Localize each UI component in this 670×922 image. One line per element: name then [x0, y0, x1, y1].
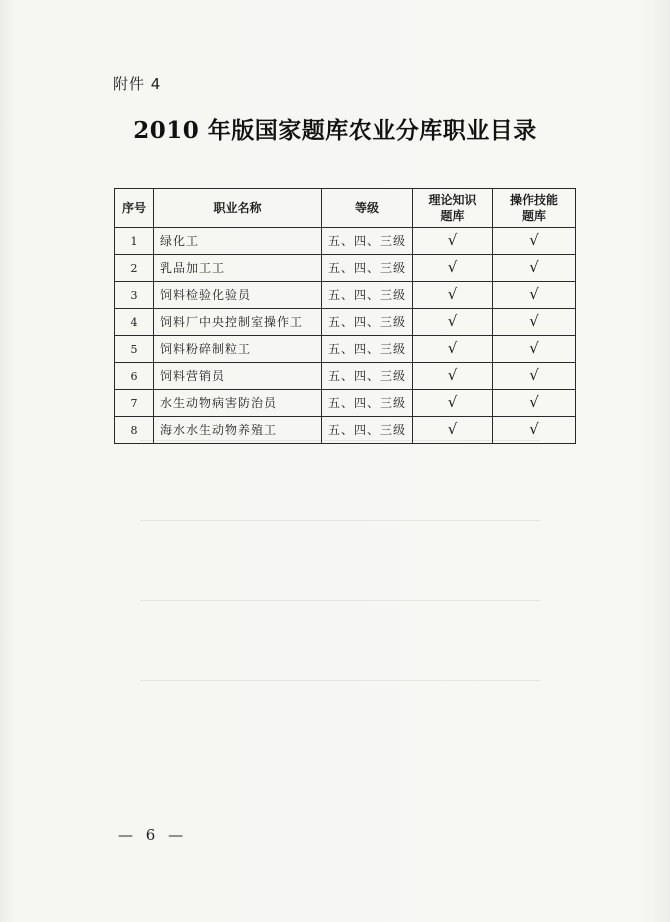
occupation-name-text: 乳品加工工	[160, 260, 226, 275]
show-through-line	[140, 600, 540, 601]
row-theory-check	[413, 390, 493, 417]
header-level	[322, 189, 413, 228]
occupation-name-text: 饲料营销员	[160, 368, 226, 383]
table-row	[115, 309, 576, 336]
row-occupation-name	[154, 282, 322, 309]
row-practice-check	[493, 309, 576, 336]
check-mark-icon: √	[529, 231, 539, 249]
check-mark-icon: √	[529, 285, 539, 303]
check-mark-icon: √	[447, 231, 458, 249]
table-header-row	[115, 189, 576, 228]
row-level: 五、四、三级	[322, 282, 413, 309]
table-row	[115, 282, 576, 309]
row-practice-check	[493, 390, 576, 417]
check-mark-icon: √	[447, 393, 458, 411]
check-mark-icon: √	[447, 420, 458, 438]
row-level: 五、四、三级	[322, 336, 413, 363]
check-mark-icon: √	[529, 339, 539, 357]
header-label: 职业名称	[213, 201, 262, 215]
table-row	[115, 336, 576, 363]
occupation-name-text: 饲料检验化验员	[160, 287, 252, 302]
row-occupation-name	[154, 417, 322, 444]
row-occupation-name	[154, 363, 322, 390]
header-label: 等级	[354, 201, 379, 215]
occupation-name-text: 饲料粉碎制粒工	[160, 341, 252, 356]
header-theory-bank	[413, 189, 493, 228]
row-level: 五、四、三级	[322, 228, 413, 255]
row-serial-number: 6	[115, 363, 154, 390]
row-serial-number: 5	[115, 336, 154, 363]
row-level: 五、四、三级	[322, 417, 413, 444]
check-mark-icon: √	[447, 366, 458, 384]
row-practice-check	[493, 417, 576, 444]
check-mark-icon: √	[529, 420, 539, 438]
check-mark-icon: √	[529, 366, 539, 384]
row-practice-check	[493, 255, 576, 282]
header-practice-bank	[493, 189, 576, 228]
check-mark-icon: √	[529, 312, 539, 330]
occupation-catalog-table	[114, 188, 576, 444]
row-level: 五、四、三级	[322, 390, 413, 417]
row-occupation-name	[154, 390, 322, 417]
header-occupation-name	[154, 189, 322, 228]
row-serial-number: 8	[115, 417, 154, 444]
check-mark-icon: √	[447, 339, 458, 357]
row-occupation-name	[154, 336, 322, 363]
row-serial-number: 7	[115, 390, 154, 417]
row-level: 五、四、三级	[322, 309, 413, 336]
check-mark-icon: √	[447, 258, 458, 276]
header-serial-number	[115, 189, 154, 228]
row-occupation-name	[154, 228, 322, 255]
check-mark-icon: √	[447, 285, 458, 303]
table-row	[115, 390, 576, 417]
header-label: 序号	[121, 201, 146, 215]
header-label: 理论知识 题库	[428, 193, 477, 223]
row-theory-check	[413, 417, 493, 444]
row-occupation-name	[154, 255, 322, 282]
show-through-line	[140, 520, 540, 521]
check-mark-icon: √	[529, 258, 539, 276]
row-serial-number: 4	[115, 309, 154, 336]
occupation-name-text: 水生动物病害防治员	[160, 395, 278, 410]
header-label: 操作技能 题库	[509, 193, 558, 223]
row-serial-number: 1	[115, 228, 154, 255]
row-theory-check	[413, 282, 493, 309]
show-through-line	[140, 680, 540, 681]
row-theory-check	[413, 255, 493, 282]
table-row	[115, 417, 576, 444]
row-practice-check	[493, 336, 576, 363]
row-practice-check	[493, 363, 576, 390]
occupation-name-text: 饲料厂中央控制室操作工	[160, 314, 304, 329]
table-row	[115, 228, 576, 255]
row-theory-check	[413, 336, 493, 363]
check-mark-icon: √	[447, 312, 458, 330]
occupation-name-text: 绿化工	[160, 233, 200, 248]
table-row	[115, 255, 576, 282]
row-theory-check	[413, 228, 493, 255]
row-occupation-name	[154, 309, 322, 336]
row-theory-check	[413, 309, 493, 336]
row-practice-check	[493, 282, 576, 309]
row-practice-check	[493, 228, 576, 255]
check-mark-icon: √	[529, 393, 539, 411]
table-row	[115, 363, 576, 390]
row-serial-number: 2	[115, 255, 154, 282]
document-title: 2010 年版国家题库农业分库职业目录	[133, 117, 537, 144]
row-theory-check	[413, 363, 493, 390]
attachment-label: 附件 4	[113, 75, 162, 93]
occupation-name-text: 海水水生动物养殖工	[160, 422, 278, 437]
row-level: 五、四、三级	[322, 255, 413, 282]
page-number: — 6 —	[118, 826, 188, 844]
row-level: 五、四、三级	[322, 363, 413, 390]
row-serial-number: 3	[115, 282, 154, 309]
